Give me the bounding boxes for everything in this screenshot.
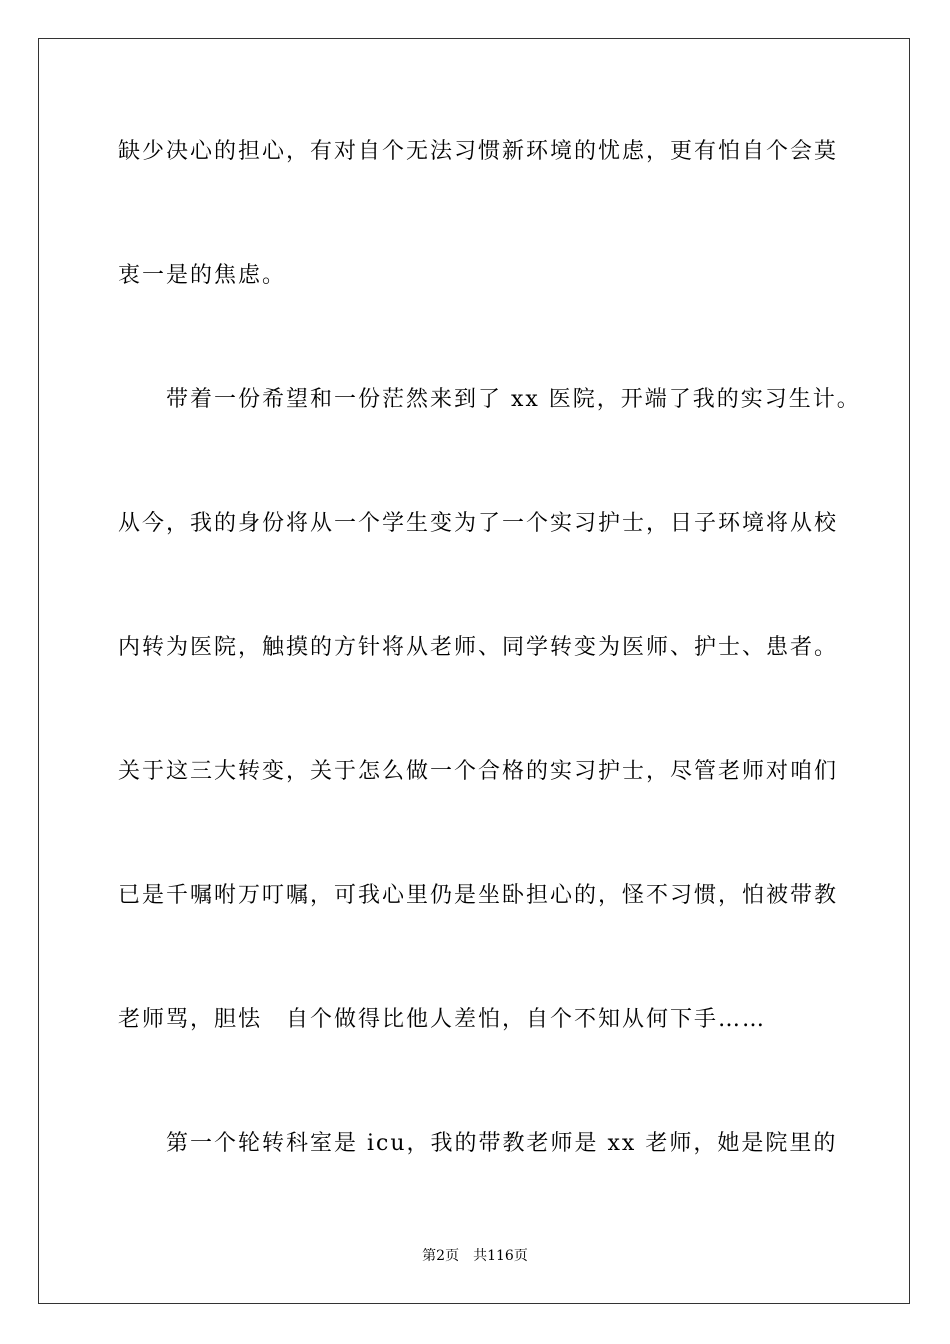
page-number: 第2页 <box>422 1248 460 1264</box>
paragraph-line: 第一个轮转科室是 icu，我的带教老师是 xx 老师，她是院里的 <box>118 1131 838 1156</box>
page-footer <box>0 1247 950 1265</box>
paragraph-line: 衷一是的焦虑。 <box>118 263 287 288</box>
page-total: 共116页 <box>473 1248 528 1264</box>
paragraph-line: 关于这三大转变，关于怎么做一个合格的实习护士，尽管老师对咱们 <box>118 759 839 784</box>
paragraph-line: 老师骂，胆怯 自个做得比他人差怕，自个不知从何下手…… <box>118 1007 767 1032</box>
paragraph-line: 已是千嘱咐万叮嘱，可我心里仍是坐卧担心的，怪不习惯，怕被带教 <box>118 883 839 908</box>
page-border <box>38 38 910 1304</box>
paragraph-line: 从今，我的身份将从一个学生变为了一个实习护士，日子环境将从校 <box>118 511 839 536</box>
paragraph-line: 内转为医院，触摸的方针将从老师、同学转变为医师、护士、患者。 <box>118 635 839 660</box>
paragraph-line: 带着一份希望和一份茫然来到了 xx 医院，开端了我的实习生计。 <box>118 387 861 412</box>
paragraph-line: 缺少决心的担心，有对自个无法习惯新环境的忧虑，更有怕自个会莫 <box>118 139 839 164</box>
